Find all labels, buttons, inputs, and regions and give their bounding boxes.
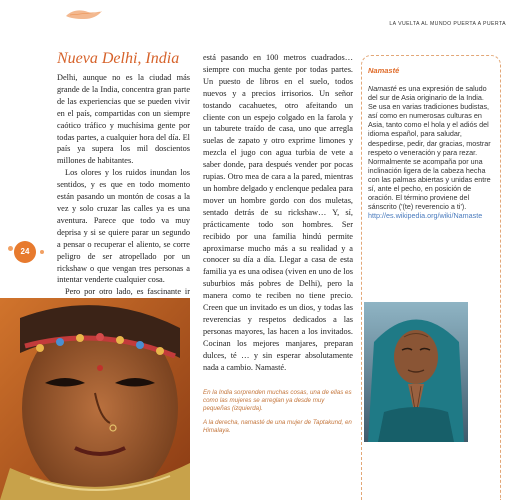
sidebar-title: Namasté — [368, 66, 400, 75]
article-title: Nueva Delhi, India — [57, 50, 180, 67]
running-head: LA VUELTA AL MUNDO PUERTA A PUERTA — [389, 21, 506, 27]
girl-portrait-photo — [0, 298, 190, 500]
brush-logo-icon — [64, 8, 104, 22]
woman-namaste-photo — [364, 302, 468, 442]
page-header — [0, 0, 526, 27]
article-column-1 — [57, 72, 190, 310]
paragraph: Los olores y los ruidos inundan los sentidos, y es que en todo momento están pasando un montón de cosas a la vez y solo cruzar las calles ya es una aventura. Parece que todo va muy deprisa y si se quiere parar un segundo a pensar o recuperar el aliento, se corre peligro de ser atropellado por un rickshaw o que vengan tres personas a intentar venderte cualquier cosa. — [57, 168, 190, 285]
sidebar-body: es una expresión de saludo del sur de Asia originario de la India. Se usa en varias tradiciones budistas, así como en numerosas culturas en Asia, tanto como el hola y el adiós del idioma español, para saludar, despedirse, pedir, dar gracias, mostrar respeto o veneración y para rezar. Normalmente se acompaña por una inclinación ligera de la cabeza hecha con las palmas abiertas y unidas entre sí, ante el pecho, en posición de oración. El término proviene del sánscrito ('(te) reverencio a ti'). — [368, 84, 491, 212]
page-number: 24 — [14, 241, 36, 263]
decorative-dot — [40, 250, 44, 254]
wikipedia-link[interactable]: http://es.wikipedia.org/wiki/Namaste — [368, 211, 483, 221]
article-column-2 — [203, 52, 353, 373]
caption-right: A la derecha, namasté de una mujer de Taptakund, en Himalaya. — [203, 419, 352, 434]
paragraph: Delhi, aunque no es la ciudad más grande de la India, concentra gran parte de las experiencias que se pueden vivir en el país, compartidas con un siempre caótico tráfico y muchísima gente por todas partes, a cualquier hora del día. El país ya supera los mil doscientos millones de habitantes. — [57, 73, 190, 166]
sidebar-term: Namasté — [368, 84, 397, 93]
caption-left: En la India sorprenden muchas cosas, una de ellas es como las mujeres se arreglan ya desde muy pequeñas (izquierda). — [203, 389, 352, 412]
paragraph: está pasando en 100 metros cuadrados… siempre con mucha gente por todas partes. Un puesto de libros en el suelo, todos nuevos y a precios irrisorios. Un señor tostando cacahuetes, otro afeitando un cliente con un espejo colgado en la farola y un taburete traído de casa, uno que arregla suelas de zapato y otro exprime limones y mezcla el jugo con agua turbia de vete a saber donde, para después vender por pocas rupias. Otro mea de cara a la pared, mientras un hombre delgado y enclenque pedalea para mover un hombre gordo con dos muletas, sentado detrás de su rickshaw… Y, sí, prácticamente todo son hombres. Ser recibido por una familia hindú permite aproximarse mucho más a su realidad y a conocer su día a día. Llegar a casa de esta familia ya es una odisea (viven en uno de los suburbios más pobres de Delhi), pero la manera como te reciben no tiene precio. Creen que un invitado es un dios, y todas las reverencias y respetos dedicados a las personas mayores, las hacen a los invitados. Cocinan los mejores manjares, preparan dulces, té … y sin esperar absolutamente nada a cambio. Namasté. — [203, 53, 353, 372]
decorative-dot — [8, 246, 13, 251]
sidebar-text — [368, 84, 492, 220]
photo-captions — [203, 389, 353, 441]
paragraph: Pero por otro lado, es fascinante ir — [65, 287, 190, 297]
